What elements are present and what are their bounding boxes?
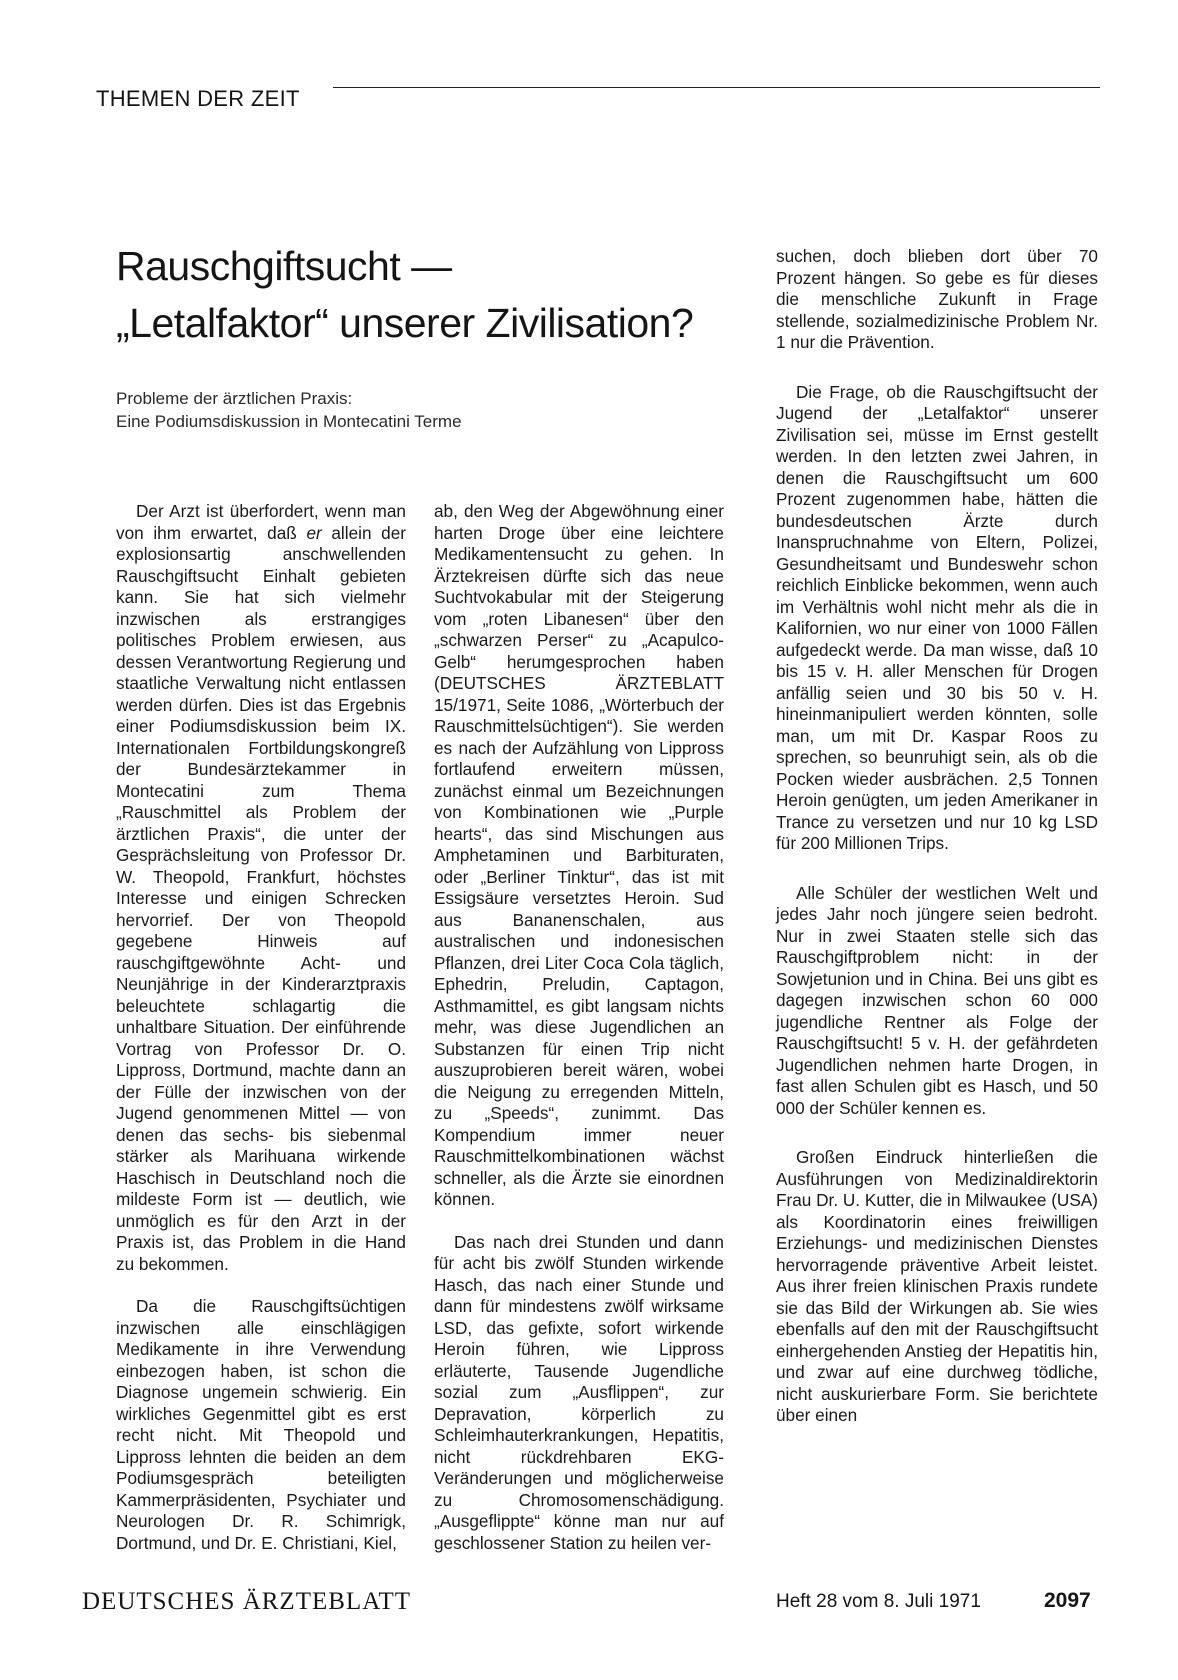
section-label: THEMEN DER ZEIT xyxy=(96,86,300,111)
text-column-3 xyxy=(776,246,1098,1427)
issue-date: Heft 28 vom 8. Juli 1971 xyxy=(776,1591,981,1612)
journal-name: DEUTSCHES ÄRZTEBLATT xyxy=(82,1588,412,1615)
header-rule xyxy=(333,87,1100,88)
paragraph: ab, den Weg der Abgewöhnung einer harten Droge über eine leichtere Medikamentensucht zu gehen. In Ärztekreisen dürfte sich das neue Suchtvokabular mit der Steigerung vom „roten Libanesen“ über den „schwarzen Perser“ zu „Acapulco-Gelb“ herumgesprochen haben (DEUTSCHES ÄRZTEBLATT 15/1971, Seite 1086, „Wörterbuch der Rauschmittelsüchtigen“). Sie werden es nach der Aufzählung von Lippross fortlaufend erweitern müssen, zunächst einmal um Bezeichnungen von Kombinationen wie „Purple hearts“, das sind Mischungen aus Amphetaminen und Barbituraten, oder „Berliner Tinktur“, das ist mit Essigsäure versetztes Heroin. Sud aus Bananenschalen, aus australischen und indonesischen Pflanzen, drei Liter Coca Cola täglich, Ephedrin, Preludin, Captagon, Asthmamittel, es gibt langsam nichts mehr, was diese Jugendlichen an Substanzen für einen Trip nicht auszuprobieren bereit wären, wobei die Neigung zu erregenden Mitteln, zu „Speeds“, zunimmt. Das Kompendium immer neuer Rauschmittelkombinationen wächst schneller, als die Ärzte sie einordnen können. xyxy=(434,501,724,1209)
article-subtitle-line-1: Probleme der ärztlichen Praxis: xyxy=(116,389,353,408)
article-subtitle-line-2: Eine Podiumsdiskussion in Montecatini Terme xyxy=(116,412,462,431)
emphasis: er xyxy=(306,522,322,543)
paragraph: Das nach drei Stunden und dann für acht bis zwölf Stunden wirkende Hasch, das nach einer Stunde und dann für mindestens zwölf wirksame LSD, das gefixte, sofort wirkende Heroin führen, wie Lippross erläuterte, Tausende Jugendliche sozial zum „Ausflippen“, zur Depravation, körperlich zu Schleimhauterkrankungen, Hepatitis, nicht rückdrehbaren EKG-Veränderungen und möglicherweise zu Chromosomenschädigung. „Ausgeflippte“ könne man nur auf geschlossener Station zu heilen ver- xyxy=(434,1231,724,1553)
text-column-1 xyxy=(116,501,406,1554)
page-number: 2097 xyxy=(1044,1589,1091,1612)
paragraph: Alle Schüler der westlichen Welt und jedes Jahr noch jüngere seien bedroht. Nur in zwei Staaten stelle sich das Rauschgiftproblem nicht: in der Sowjetunion und in China. Bei uns gibt es dagegen inzwischen schon 60 000 jugendliche Rentner als Folge der Rauschgiftsucht! 5 v. H. der gefährdeten Jugendlichen nehmen harte Drogen, in fast allen Schulen gibt es Hasch, und 50 000 der Schüler kennen es. xyxy=(776,882,1098,1118)
paragraph: suchen, doch blieben dort über 70 Prozent hängen. So gebe es für dieses die menschliche Zukunft in Frage stellende, sozialmedizinische Problem Nr. 1 nur die Prävention. xyxy=(776,246,1098,352)
text-column-2 xyxy=(434,501,724,1554)
article-title-line-1: Rauschgiftsucht — xyxy=(116,243,452,289)
article-title xyxy=(116,238,756,352)
paragraph: Der Arzt ist überfordert, wenn man von ihm erwartet, daß er allein der explosionsartig anschwellenden Rauschgiftsucht Einhalt gebieten kann. Sie hat sich vielmehr inzwischen als erstrangiges politisches Problem erwiesen, aus dessen Verantwortung Regierung und staatliche Verwaltung nicht entlassen werden dürfen. Dies ist das Ergebnis einer Podiumsdiskussion beim IX. Internationalen Fortbildungskongreß der Bundesärztekammer in Montecatini zum Thema „Rauschmittel als Problem der ärztlichen Praxis“, die unter der Gesprächsleitung von Professor Dr. W. Theopold, Frankfurt, höchstes Interesse und einigen Schrecken hervorrief. Der von Theopold gegebene Hinweis auf rauschgiftgewöhnte Acht- und Neunjährige in der Kinderarztpraxis beleuchtete schlagartig die unhaltbare Situation. Der einführende Vortrag von Professor Dr. O. Lippross, Dortmund, machte dann an der Fülle der inzwischen von der Jugend genommenen Mittel — von denen das sechs- bis siebenmal stärker als Marihuana wirkende Haschisch in Deutschland noch die mildeste Form ist — deutlich, wie unmöglich es für den Arzt in der Praxis ist, das Problem in die Hand zu bekommen. xyxy=(116,501,406,1274)
article-subtitle xyxy=(116,387,756,433)
paragraph: Da die Rauschgiftsüchtigen inzwischen alle einschlägigen Medikamente in ihre Verwendung einbezogen haben, ist schon die Diagnose ungemein schwierig. Ein wirkliches Gegenmittel gibt es erst recht nicht. Mit Theopold und Lippross lehnten die beiden an dem Podiumsgespräch beteiligten Kammerpräsidenten, Psychiater und Neurologen Dr. R. Schimrigk, Dortmund, und Dr. E. Christiani, Kiel, xyxy=(116,1296,406,1553)
paragraph: Großen Eindruck hinterließen die Ausführungen von Medizinaldirektorin Frau Dr. U. Kutter, die in Milwaukee (USA) als Koordinatorin eines freiwilligen Erziehungs- und medizinischen Dienstes hervorragende präventive Arbeit leistet. Aus ihrer freien klinischen Praxis rundete sie das Bild der Wirkungen ab. Sie wies ebenfalls auf den mit der Rauschgiftsucht einhergehenden Anstieg der Hepatitis hin, und zwar auf eine durchweg tödliche, nicht auskurierbare Form. Sie berichtete über einen xyxy=(776,1147,1098,1425)
article-title-line-2: „Letalfaktor“ unserer Zivilisation? xyxy=(116,300,694,346)
paragraph: Die Frage, ob die Rauschgiftsucht der Jugend der „Letalfaktor“ unserer Zivilisation sei, müsse im Ernst gestellt werden. In den letzten zwei Jahren, in denen die Rauschgiftsucht um 600 Prozent zugenommen habe, hätten die bundesdeutschen Ärzte durch Inanspruchnahme von Eltern, Polizei, Gesundheitsamt und Bundeswehr schon reichlich Einblicke bekommen, wenn auch im Verhältnis wohl nicht mehr als die in Kalifornien, wo nur einer von 1000 Fällen aufgedeckt werde. Da man wisse, daß 10 bis 15 v. H. aller Menschen für Drogen anfällig seien und 30 bis 50 v. H. hineinmanipuliert werden könnten, solle man, um mit Dr. Kaspar Roos zu sprechen, so beunruhigt sein, als ob die Pocken wieder ausbrächen. 2,5 Tonnen Heroin genügten, um jeden Amerikaner in Trance zu versetzen und nur 10 kg LSD für 200 Millionen Trips. xyxy=(776,381,1098,853)
